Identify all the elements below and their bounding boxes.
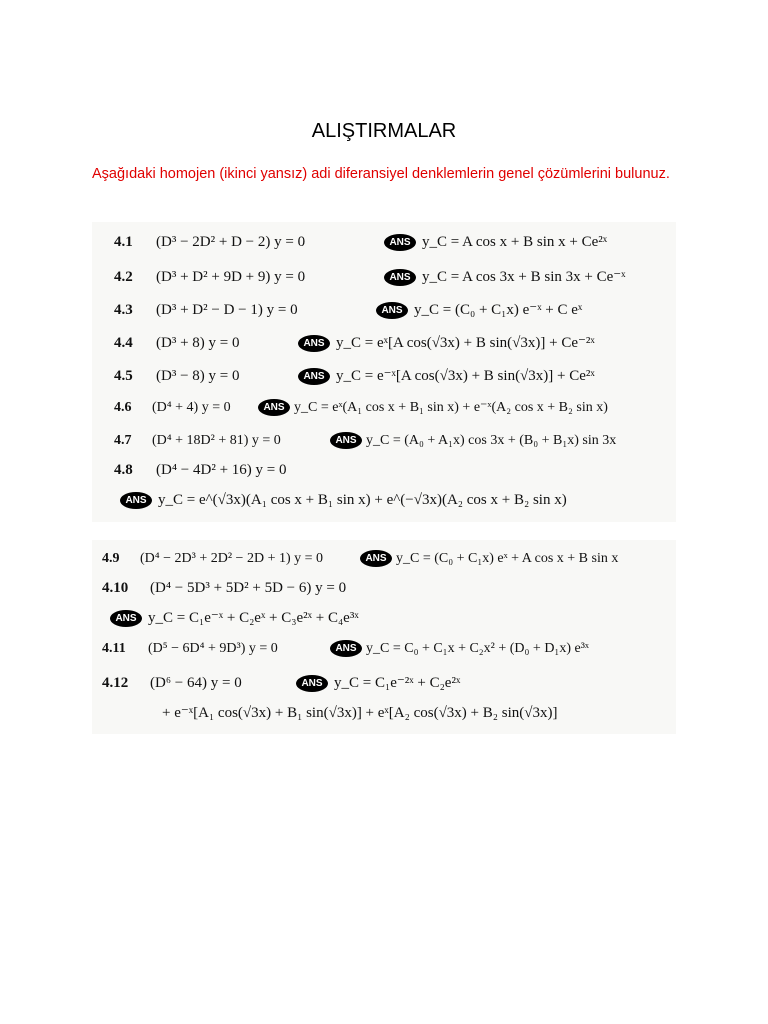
exercise-equation: (D⁴ − 5D³ + 5D² + 5D − 6) y = 0 xyxy=(150,580,347,596)
exercise-4-9 xyxy=(102,550,618,567)
exercise-equation: (D³ + D² − D − 1) y = 0 xyxy=(156,302,298,318)
ans-badge-icon: ANS xyxy=(330,640,362,657)
exercise-panel-1 xyxy=(92,222,676,522)
exercise-4-7 xyxy=(114,432,616,449)
exercise-equation: (D⁴ − 4D² + 16) y = 0 xyxy=(156,462,287,478)
exercise-4-2 xyxy=(114,267,625,286)
ans-badge-icon: ANS xyxy=(384,234,416,251)
exercise-equation: (D⁶ − 64) y = 0 xyxy=(150,675,242,691)
exercise-4-4 xyxy=(114,333,595,352)
exercise-4-3 xyxy=(114,300,582,319)
exercise-4-12 xyxy=(102,673,460,692)
exercise-number: 4.11 xyxy=(102,640,126,656)
ans-badge-icon: ANS xyxy=(330,432,362,449)
ans-badge-icon: ANS xyxy=(298,368,330,385)
exercise-4-12-continuation xyxy=(162,703,557,722)
exercise-equation: (D⁴ − 2D³ + 2D² − 2D + 1) y = 0 xyxy=(140,550,324,566)
ans-badge-icon: ANS xyxy=(120,492,152,509)
exercise-number: 4.5 xyxy=(114,368,133,384)
exercise-equation: (D³ − 2D² + D − 2) y = 0 xyxy=(156,234,306,250)
exercise-solution: y_C = eˣ[A cos(√3x) + B sin(√3x)] + Ce⁻²ˣ xyxy=(336,335,595,351)
exercise-solution: y_C = e^(√3x)(A₁ cos x + B₁ sin x) + e^(−√3x)(A₂ cos x + B₂ sin x) xyxy=(158,492,567,508)
ans-badge-icon: ANS xyxy=(258,399,290,416)
exercise-4-10 xyxy=(102,580,346,597)
exercise-solution: y_C = (C₀ + C₁x) eˣ + A cos x + B sin x xyxy=(396,550,619,566)
ans-badge-icon: ANS xyxy=(360,550,392,567)
exercise-solution: y_C = C₁e⁻ˣ + C₂eˣ + C₃e²ˣ + C₄e³ˣ xyxy=(148,610,359,626)
exercise-4-10-answer xyxy=(110,608,359,627)
exercise-equation: (D³ + 8) y = 0 xyxy=(156,335,240,351)
instruction-text: Aşağıdaki homojen (ikinci yansız) adi diferansiyel denklemlerin genel çözümlerini bulunuz. xyxy=(92,166,670,182)
exercise-number: 4.2 xyxy=(114,269,133,285)
exercise-4-11 xyxy=(102,640,589,657)
exercise-4-6 xyxy=(114,399,608,416)
exercise-4-8-answer xyxy=(120,492,567,509)
exercise-number: 4.12 xyxy=(102,675,129,691)
exercise-panel-2 xyxy=(92,540,676,734)
exercise-solution: y_C = C₁e⁻²ˣ + C₂e²ˣ xyxy=(334,675,461,691)
exercise-solution: y_C = A cos 3x + B sin 3x + Ce⁻ˣ xyxy=(422,269,626,285)
exercise-equation: (D³ + D² + 9D + 9) y = 0 xyxy=(156,269,306,285)
ans-badge-icon: ANS xyxy=(384,269,416,286)
page-title: ALIŞTIRMALAR xyxy=(311,120,457,142)
exercise-4-8 xyxy=(114,462,287,479)
exercise-solution: y_C = A cos x + B sin x + Ce²ˣ xyxy=(422,234,608,250)
exercise-solution: y_C = (C₀ + C₁x) e⁻ˣ + C eˣ xyxy=(414,302,583,318)
exercise-solution: y_C = C₀ + C₁x + C₂x² + (D₀ + D₁x) e³ˣ xyxy=(366,640,589,656)
ans-badge-icon: ANS xyxy=(376,302,408,319)
exercise-equation: (D⁴ + 4) y = 0 xyxy=(152,400,231,415)
exercise-solution: y_C = eˣ(A₁ cos x + B₁ sin x) + e⁻ˣ(A₂ cos x + B₂ sin x) xyxy=(294,400,608,415)
exercise-solution-continuation: + e⁻ˣ[A₁ cos(√3x) + B₁ sin(√3x)] + eˣ[A₂ cos(√3x) + B₂ sin(√3x)] xyxy=(162,705,558,721)
exercise-equation: (D⁵ − 6D⁴ + 9D³) y = 0 xyxy=(148,640,278,656)
exercise-number: 4.7 xyxy=(114,432,132,448)
exercise-number: 4.1 xyxy=(114,234,133,250)
exercise-solution: y_C = e⁻ˣ[A cos(√3x) + B sin(√3x)] + Ce²ˣ xyxy=(336,368,595,384)
exercise-number: 4.10 xyxy=(102,580,129,596)
exercise-number: 4.6 xyxy=(114,400,132,415)
exercise-4-1 xyxy=(114,234,607,251)
exercise-number: 4.9 xyxy=(102,550,120,566)
exercise-equation: (D³ − 8) y = 0 xyxy=(156,368,240,384)
ans-badge-icon: ANS xyxy=(298,335,330,352)
exercise-number: 4.8 xyxy=(114,462,133,478)
exercise-solution: y_C = (A₀ + A₁x) cos 3x + (B₀ + B₁x) sin 3x xyxy=(366,432,617,448)
exercise-equation: (D⁴ + 18D² + 81) y = 0 xyxy=(152,432,281,448)
exercise-4-5 xyxy=(114,366,595,385)
ans-badge-icon: ANS xyxy=(296,675,328,692)
ans-badge-icon: ANS xyxy=(110,610,142,627)
exercise-number: 4.3 xyxy=(114,302,133,318)
exercise-number: 4.4 xyxy=(114,335,133,351)
